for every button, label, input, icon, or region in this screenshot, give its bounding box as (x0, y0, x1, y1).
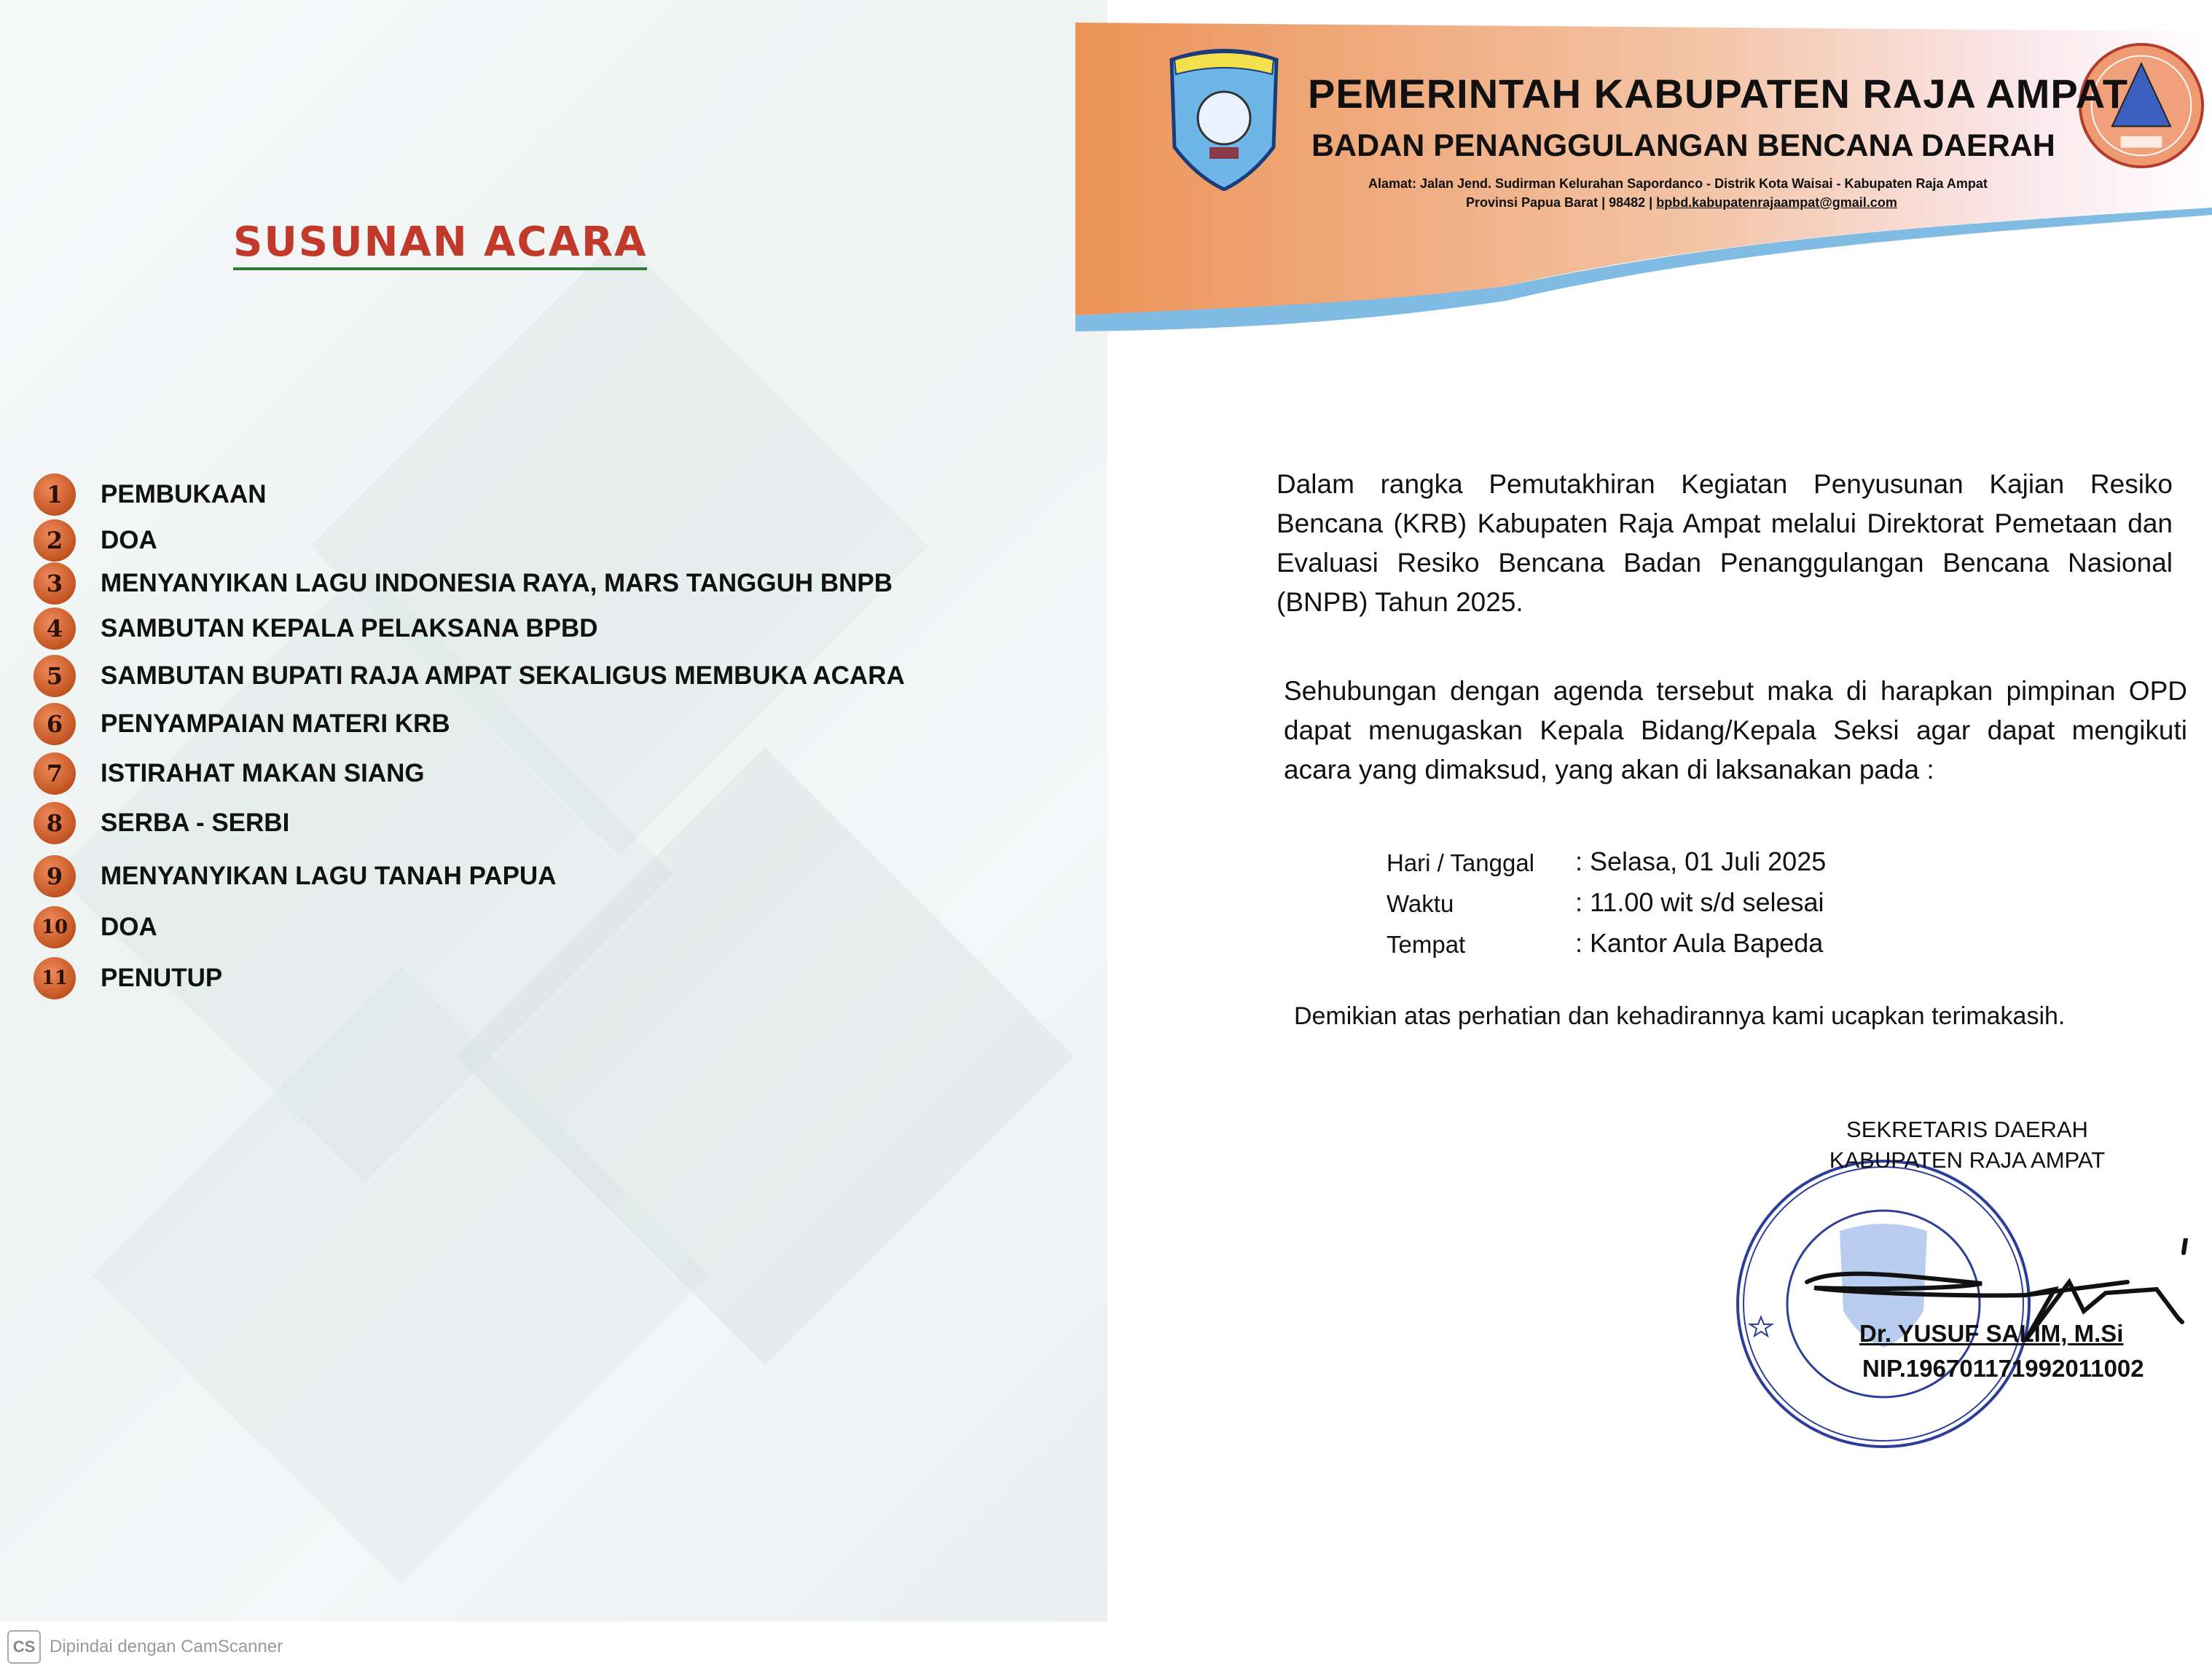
detail-label: Hari / Tanggal (1387, 849, 1535, 876)
agenda-item-label: MENYANYIKAN LAGU INDONESIA RAYA, MARS TANGGUH BNPB (101, 569, 893, 597)
camscanner-icon: CS (7, 1630, 41, 1664)
agenda-number-badge: 9 (34, 855, 76, 897)
agenda-number-badge: 2 (34, 519, 76, 562)
detail-value: : Selasa, 01 Juli 2025 (1575, 846, 1827, 876)
letter-closing: Demikian atas perhatian dan kehadirannya kami ucapkan terimakasih. (1294, 1002, 2066, 1030)
agenda-item (34, 608, 598, 650)
agenda-number-badge: 6 (34, 703, 76, 745)
agenda-number-badge: 4 (34, 608, 76, 650)
agenda-number-badge: 7 (34, 752, 76, 795)
detail-value: : 11.00 wit s/d selesai (1575, 887, 1824, 917)
detail-value: : Kantor Aula Bapeda (1575, 928, 1824, 958)
letterhead-agency: BADAN PENANGGULANGAN BENCANA DAERAH (1311, 128, 2055, 163)
agenda-item (34, 519, 157, 562)
agenda-number-badge: 10 (34, 906, 76, 948)
signer-nip: NIP.196701171992011002 (1862, 1355, 2144, 1382)
signer-region: KABUPATEN RAJA AMPAT (1829, 1147, 2106, 1173)
agenda-number-badge: 5 (34, 655, 76, 697)
detail-label: Tempat (1387, 931, 1466, 958)
signature-block (1785, 1114, 2149, 1176)
letterhead-address-line2 (1466, 195, 1897, 211)
letter-paragraph-intro: Dalam rangka Pemutakhiran Kegiatan Penyusunan Kajian Resiko Bencana (KRB) Kabupaten Raja Ampat melalui Direktorat Pemetaan dan Evaluasi Resiko Bencana Badan Penanggulangan Bencana Nasional (BNPB) Tahun 2025. (1276, 469, 2173, 617)
agenda-item-label: SAMBUTAN BUPATI RAJA AMPAT SEKALIGUS MEMBUKA ACARA (101, 661, 905, 690)
letter-paragraph-request: Sehubungan dengan agenda tersebut maka di harapkan pimpinan OPD dapat menugaskan Kepala Bidang/Kepala Seksi agar dapat mengikuti acara yang dimaksud, yang akan di laksanakan pada : (1284, 676, 2187, 785)
agenda-number-badge: 8 (34, 802, 76, 844)
agenda-item (34, 562, 893, 605)
agenda-number-badge: 1 (34, 473, 76, 516)
agenda-title: SUSUNAN ACARA (233, 219, 647, 270)
agenda-number-badge: 3 (34, 562, 76, 605)
detail-label: Waktu (1387, 890, 1454, 917)
agenda-item (34, 855, 557, 897)
signer-name: Dr. YUSUF SALIM, M.Si (1859, 1320, 2124, 1347)
agenda-item-label: DOA (101, 913, 157, 941)
agenda-item-label: ISTIRAHAT MAKAN SIANG (101, 759, 425, 787)
agenda-item (34, 703, 450, 745)
raja-ampat-emblem-logo (1164, 45, 1284, 191)
agenda-item-label: PEMBUKAAN (101, 480, 267, 508)
agenda-item-label: MENYANYIKAN LAGU TANAH PAPUA (101, 862, 557, 890)
agenda-item-label: SERBA - SERBI (101, 809, 290, 837)
agenda-item (34, 752, 425, 795)
agenda-item-label: DOA (101, 526, 157, 554)
signer-title: SEKRETARIS DAERAH (1846, 1117, 2088, 1142)
email-link[interactable]: bpbd.kabupatenrajaampat@gmail.com (1656, 195, 1897, 210)
agenda-item (34, 957, 222, 999)
address-province: Provinsi Papua Barat | 98482 | (1466, 195, 1657, 210)
agenda-item (34, 906, 157, 948)
letterhead-address: Alamat: Jalan Jend. Sudirman Kelurahan Sapordanco - Distrik Kota Waisai - Kabupaten Raja Ampat (1368, 176, 1988, 191)
agenda-number-badge: 11 (34, 957, 76, 999)
agenda-item-label: PENYAMPAIAN MATERI KRB (101, 709, 450, 738)
letterhead-government: PEMERINTAH KABUPATEN RAJA AMPAT (1308, 71, 2129, 117)
agenda-item-label: PENUTUP (101, 964, 223, 992)
agenda-item (34, 655, 905, 697)
agenda-item (34, 802, 289, 844)
camscanner-watermark (7, 1630, 283, 1664)
agenda-item-label: SAMBUTAN KEPALA PELAKSANA BPBD (101, 614, 598, 642)
camscanner-text: Dipindai dengan CamScanner (50, 1637, 283, 1656)
agenda-item (34, 473, 267, 516)
